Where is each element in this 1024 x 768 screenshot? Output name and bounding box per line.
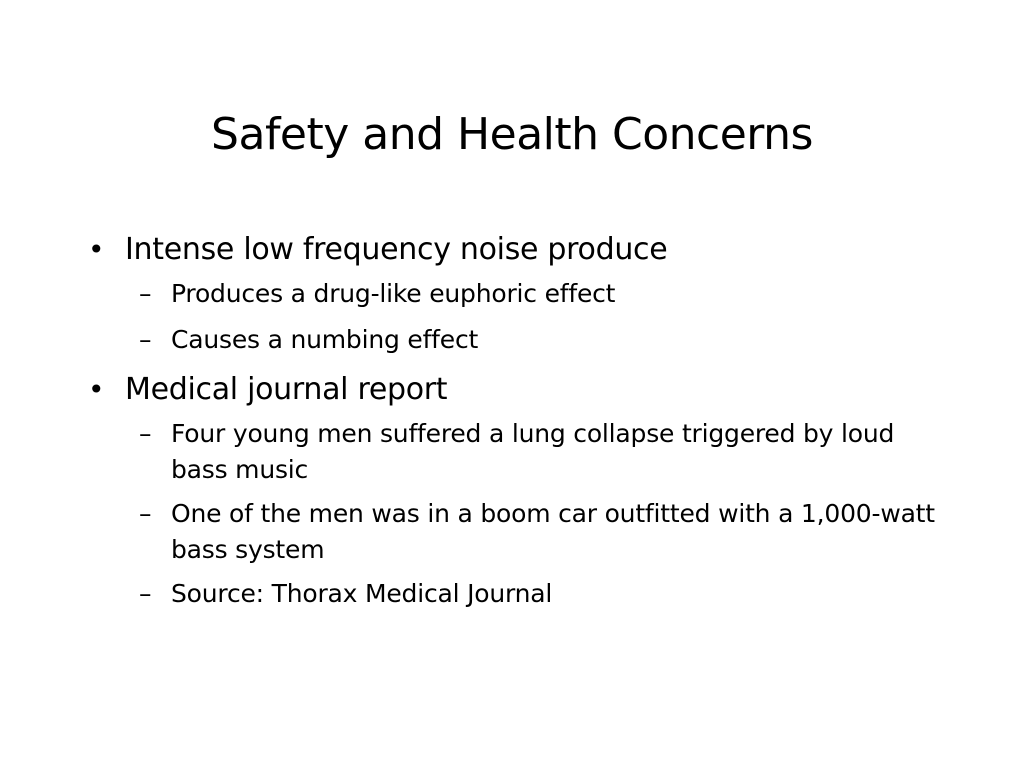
sub-bullet-item: [88, 496, 938, 568]
slide-title: Safety and Health Concerns: [211, 109, 813, 160]
dash-icon: –: [139, 325, 152, 354]
sub-bullet-item: [88, 576, 938, 612]
sub-bullet-text: One of the men was in a boom car outfitted with a 1,000-watt bass system: [171, 499, 935, 564]
bullet-text: Medical journal report: [125, 372, 448, 407]
sub-bullet-item: [88, 416, 938, 488]
bullet-item: [88, 368, 938, 412]
sub-bullet-item: [88, 276, 938, 312]
bullet-item: [88, 228, 938, 272]
bullet-list: [88, 228, 938, 612]
dash-icon: –: [139, 279, 152, 308]
dash-icon: –: [139, 419, 152, 448]
bullet-text: Intense low frequency noise produce: [125, 232, 668, 267]
dash-icon: –: [139, 579, 152, 608]
sub-bullet-text: Causes a numbing effect: [171, 325, 479, 354]
bullet-dot-icon: •: [88, 373, 105, 406]
bullet-dot-icon: •: [88, 233, 105, 266]
dash-icon: –: [139, 499, 152, 528]
sub-bullet-text: Produces a drug-like euphoric effect: [171, 279, 616, 308]
sub-bullet-text: Source: Thorax Medical Journal: [171, 579, 553, 608]
sub-bullet-text: Four young men suffered a lung collapse triggered by loud bass music: [171, 419, 895, 484]
sub-bullet-item: [88, 322, 938, 358]
